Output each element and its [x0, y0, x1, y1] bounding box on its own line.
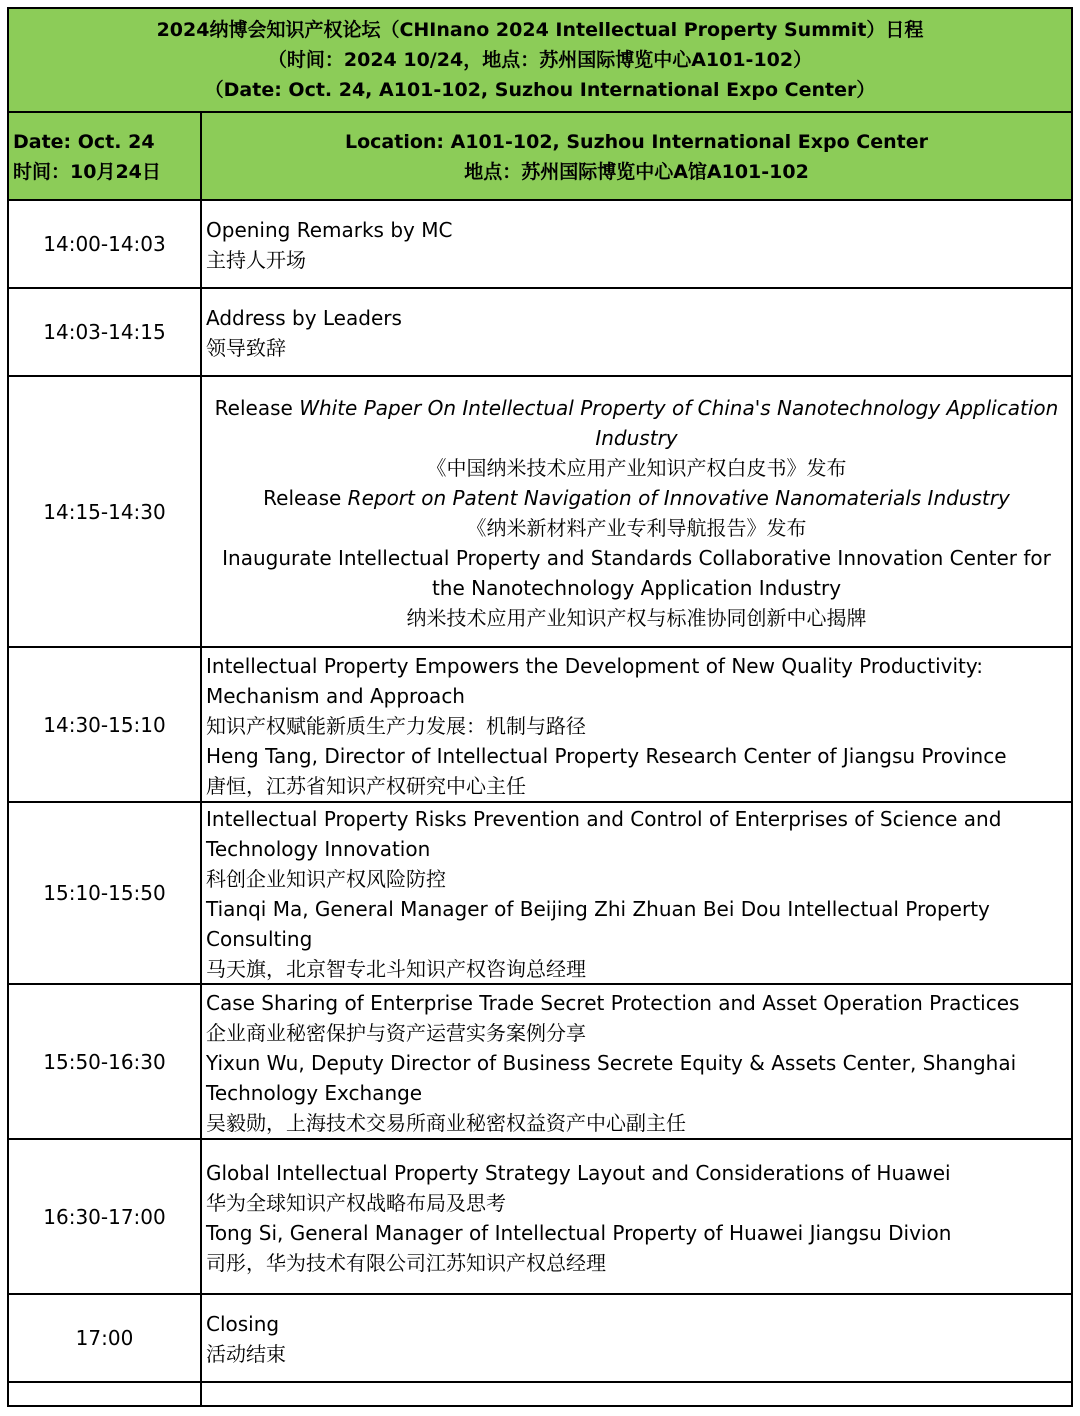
release-prefix: Release [263, 485, 348, 510]
header-location-cell [202, 113, 1071, 199]
schedule-row [9, 803, 1071, 985]
session-title-cn: 知识产权赋能新质生产力发展：机制与路径 [206, 713, 586, 738]
session-title-en: Opening Remarks by MC [206, 218, 453, 242]
agenda-table [7, 7, 1073, 1407]
session-title-en: Global Intellectual Property Strategy Layout and Considerations of Huawei [206, 1160, 951, 1185]
header-date-cn: 时间：10月24日 [13, 161, 161, 183]
header-date-cell [9, 113, 202, 199]
schedule-row [9, 201, 1071, 289]
speaker-cn: 吴毅勋，上海技术交易所商业秘密权益资产中心副主任 [206, 1110, 686, 1135]
session-title-cn: 华为全球知识产权战略布局及思考 [206, 1190, 506, 1215]
schedule-row [9, 1140, 1071, 1295]
inaugurate-center-en: Inaugurate Intellectual Property and Standards Collaborative Innovation Center for the Nanotechnology Application Industry [222, 545, 1051, 600]
time-cell: 14:03-14:15 [9, 289, 202, 375]
time-cell: 14:30-15:10 [9, 648, 202, 801]
session-title-cn: 活动结束 [206, 1342, 286, 1366]
title-line-1: 2024纳博会知识产权论坛（CHInano 2024 Intellectual Property Summit）日程 [156, 19, 924, 41]
white-paper-title: White Paper On Intellectual Property of China's Nanotechnology Application Industry [299, 395, 1059, 450]
session-title-en: Address by Leaders [206, 306, 402, 330]
release-prefix: Release [214, 395, 300, 420]
time-cell: 16:30-17:00 [9, 1140, 202, 1293]
session-cell [202, 377, 1071, 646]
schedule-row [9, 1295, 1071, 1383]
speaker-cn: 唐恒，江苏省知识产权研究中心主任 [206, 773, 526, 798]
inaugurate-center-cn: 纳米技术应用产业知识产权与标准协同创新中心揭牌 [406, 605, 867, 630]
header-row [9, 113, 1071, 201]
session-title-cn: 企业商业秘密保护与资产运营实务案例分享 [206, 1020, 586, 1045]
empty-session-cell [202, 1383, 1071, 1405]
empty-row [9, 1383, 1071, 1405]
session-title-en: Intellectual Property Empowers the Development of New Quality Productivity: Mechanism and Approach [206, 653, 983, 708]
session-title-cn: 主持人开场 [206, 248, 306, 272]
session-title-en: Intellectual Property Risks Prevention and Control of Enterprises of Science and Technology Innovation [206, 807, 1002, 861]
release-white-paper-en [206, 393, 1067, 453]
time-cell: 14:00-14:03 [9, 201, 202, 287]
session-cell [202, 289, 1071, 375]
release-report-en [263, 483, 1010, 513]
time-cell: 15:50-16:30 [9, 985, 202, 1138]
time-cell: 17:00 [9, 1295, 202, 1381]
release-white-paper-cn: 《中国纳米技术应用产业知识产权白皮书》发布 [426, 455, 847, 480]
header-location-cn: 地点：苏州国际博览中心A馆A101-102 [464, 161, 809, 183]
schedule-row [9, 289, 1071, 377]
session-title-cn: 领导致辞 [206, 336, 286, 360]
title-line-2: （时间：2024 10/24，地点：苏州国际博览中心A101-102） [267, 49, 813, 71]
speaker-cn: 马天旗，北京智专北斗知识产权咨询总经理 [206, 957, 586, 981]
time-cell: 14:15-14:30 [9, 377, 202, 646]
empty-time-cell [9, 1383, 202, 1405]
header-date-en: Date: Oct. 24 [13, 131, 155, 153]
session-cell [202, 1295, 1071, 1381]
session-title-en: Case Sharing of Enterprise Trade Secret Protection and Asset Operation Practices [206, 990, 1020, 1015]
title-line-3: （Date: Oct. 24, A101-102, Suzhou International Expo Center） [204, 79, 876, 101]
speaker-cn: 司彤，华为技术有限公司江苏知识产权总经理 [206, 1250, 606, 1275]
schedule-row [9, 648, 1071, 803]
session-cell [202, 1140, 1071, 1293]
speaker-en: Tong Si, General Manager of Intellectual Property of Huawei Jiangsu Divion [206, 1220, 952, 1245]
report-title: Report on Patent Navigation of Innovative Nanomaterials Industry [347, 485, 1010, 510]
session-title-cn: 科创企业知识产权风险防控 [206, 867, 446, 891]
speaker-en: Tianqi Ma, General Manager of Beijing Zhi Zhuan Bei Dou Intellectual Property Consulting [206, 897, 990, 951]
release-report-cn: 《纳米新材料产业专利导航报告》发布 [466, 515, 807, 540]
header-location-en: Location: A101-102, Suzhou International Expo Center [345, 131, 928, 153]
session-title-en: Closing [206, 1312, 280, 1336]
time-cell: 15:10-15:50 [9, 803, 202, 983]
session-cell [202, 648, 1071, 801]
schedule-row [9, 377, 1071, 648]
session-cell [202, 803, 1071, 983]
schedule-row [9, 985, 1071, 1140]
session-cell [202, 985, 1071, 1138]
session-cell [202, 201, 1071, 287]
agenda-title [9, 9, 1071, 113]
speaker-en: Yixun Wu, Deputy Director of Business Secrete Equity & Assets Center, Shanghai Technology Exchange [206, 1050, 1017, 1105]
speaker-en: Heng Tang, Director of Intellectual Property Research Center of Jiangsu Province [206, 743, 1007, 768]
